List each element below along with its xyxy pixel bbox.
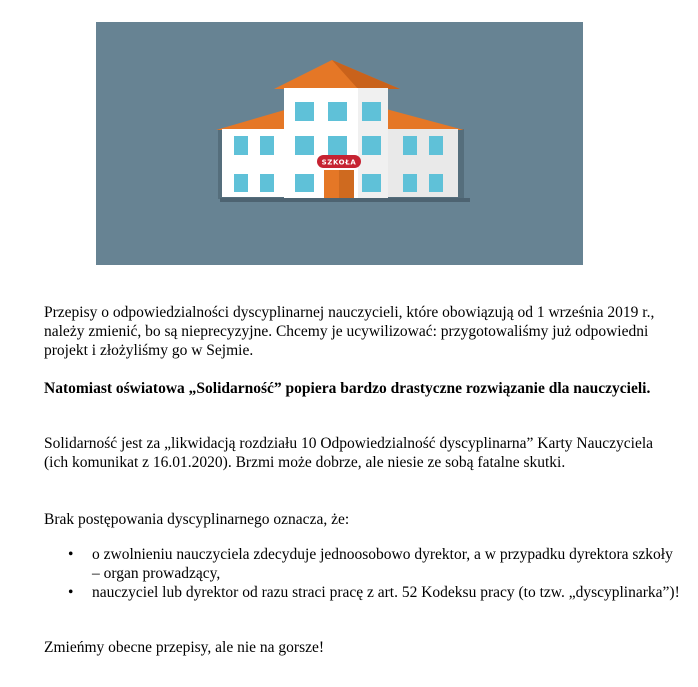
window	[295, 174, 314, 192]
window	[260, 174, 274, 192]
paragraph-solidarnosc-bold: Natomiast oświatowa „Solidarność” popiera bardzo drastyczne rozwiązanie dla nauczycieli.	[44, 380, 651, 397]
bullet-icon: •	[68, 546, 74, 563]
window	[234, 174, 248, 192]
school-sign-text: SZKOŁA	[321, 158, 357, 167]
school-wall-right-wing	[386, 129, 458, 197]
list-item-text: nauczyciel lub dyrektor od razu straci pracę z art. 52 Kodeksu pracy (to tzw. „dyscyplinarka”)!	[92, 584, 680, 601]
school-illustration	[96, 22, 583, 265]
paragraph-list-intro: Brak postępowania dyscyplinarnego oznacza, że:	[44, 511, 350, 528]
school-door-shade	[339, 170, 354, 199]
window	[295, 136, 314, 155]
school-ground-shadow	[220, 198, 470, 202]
list-item	[44, 545, 684, 583]
window	[362, 102, 381, 121]
window	[328, 136, 347, 155]
paragraph-karta-nauczyciela: Solidarność jest za „likwidacją rozdziału 10 Odpowiedzialność dyscyplinarna” Karty Nauczyciela (ich komunikat z 16.01.2020). Brzmi może dobrze, ale niesie ze sobą fatalne skutki.	[44, 435, 654, 471]
window	[328, 102, 347, 121]
list-item	[44, 583, 684, 602]
window	[234, 136, 248, 155]
consequences-list	[44, 545, 684, 602]
window	[295, 102, 314, 121]
window	[403, 136, 417, 155]
list-item-text: o zwolnieniu nauczyciela zdecyduje jednoosobowo dyrektor, a w przypadku dyrektora szkoły – organ prowadzący,	[92, 546, 673, 582]
window	[429, 136, 443, 155]
window	[260, 136, 274, 155]
window	[362, 136, 381, 155]
school-wall-left-wing	[222, 129, 288, 197]
window	[403, 174, 417, 192]
bullet-icon: •	[68, 584, 74, 601]
paragraph-intro: Przepisy o odpowiedzialności dyscyplinarnej nauczycieli, które obowiązują od 1 września 2019 r., należy zmienić, bo są nieprecyzyjne. Chcemy je ucywilizować: przygotowaliśmy już odpowiedni projekt i złożyliśmy go w Sejmie.	[44, 304, 655, 359]
paragraph-closing: Zmieńmy obecne przepisy, ale nie na gorsze!	[44, 639, 325, 656]
window	[429, 174, 443, 192]
window	[362, 174, 381, 192]
